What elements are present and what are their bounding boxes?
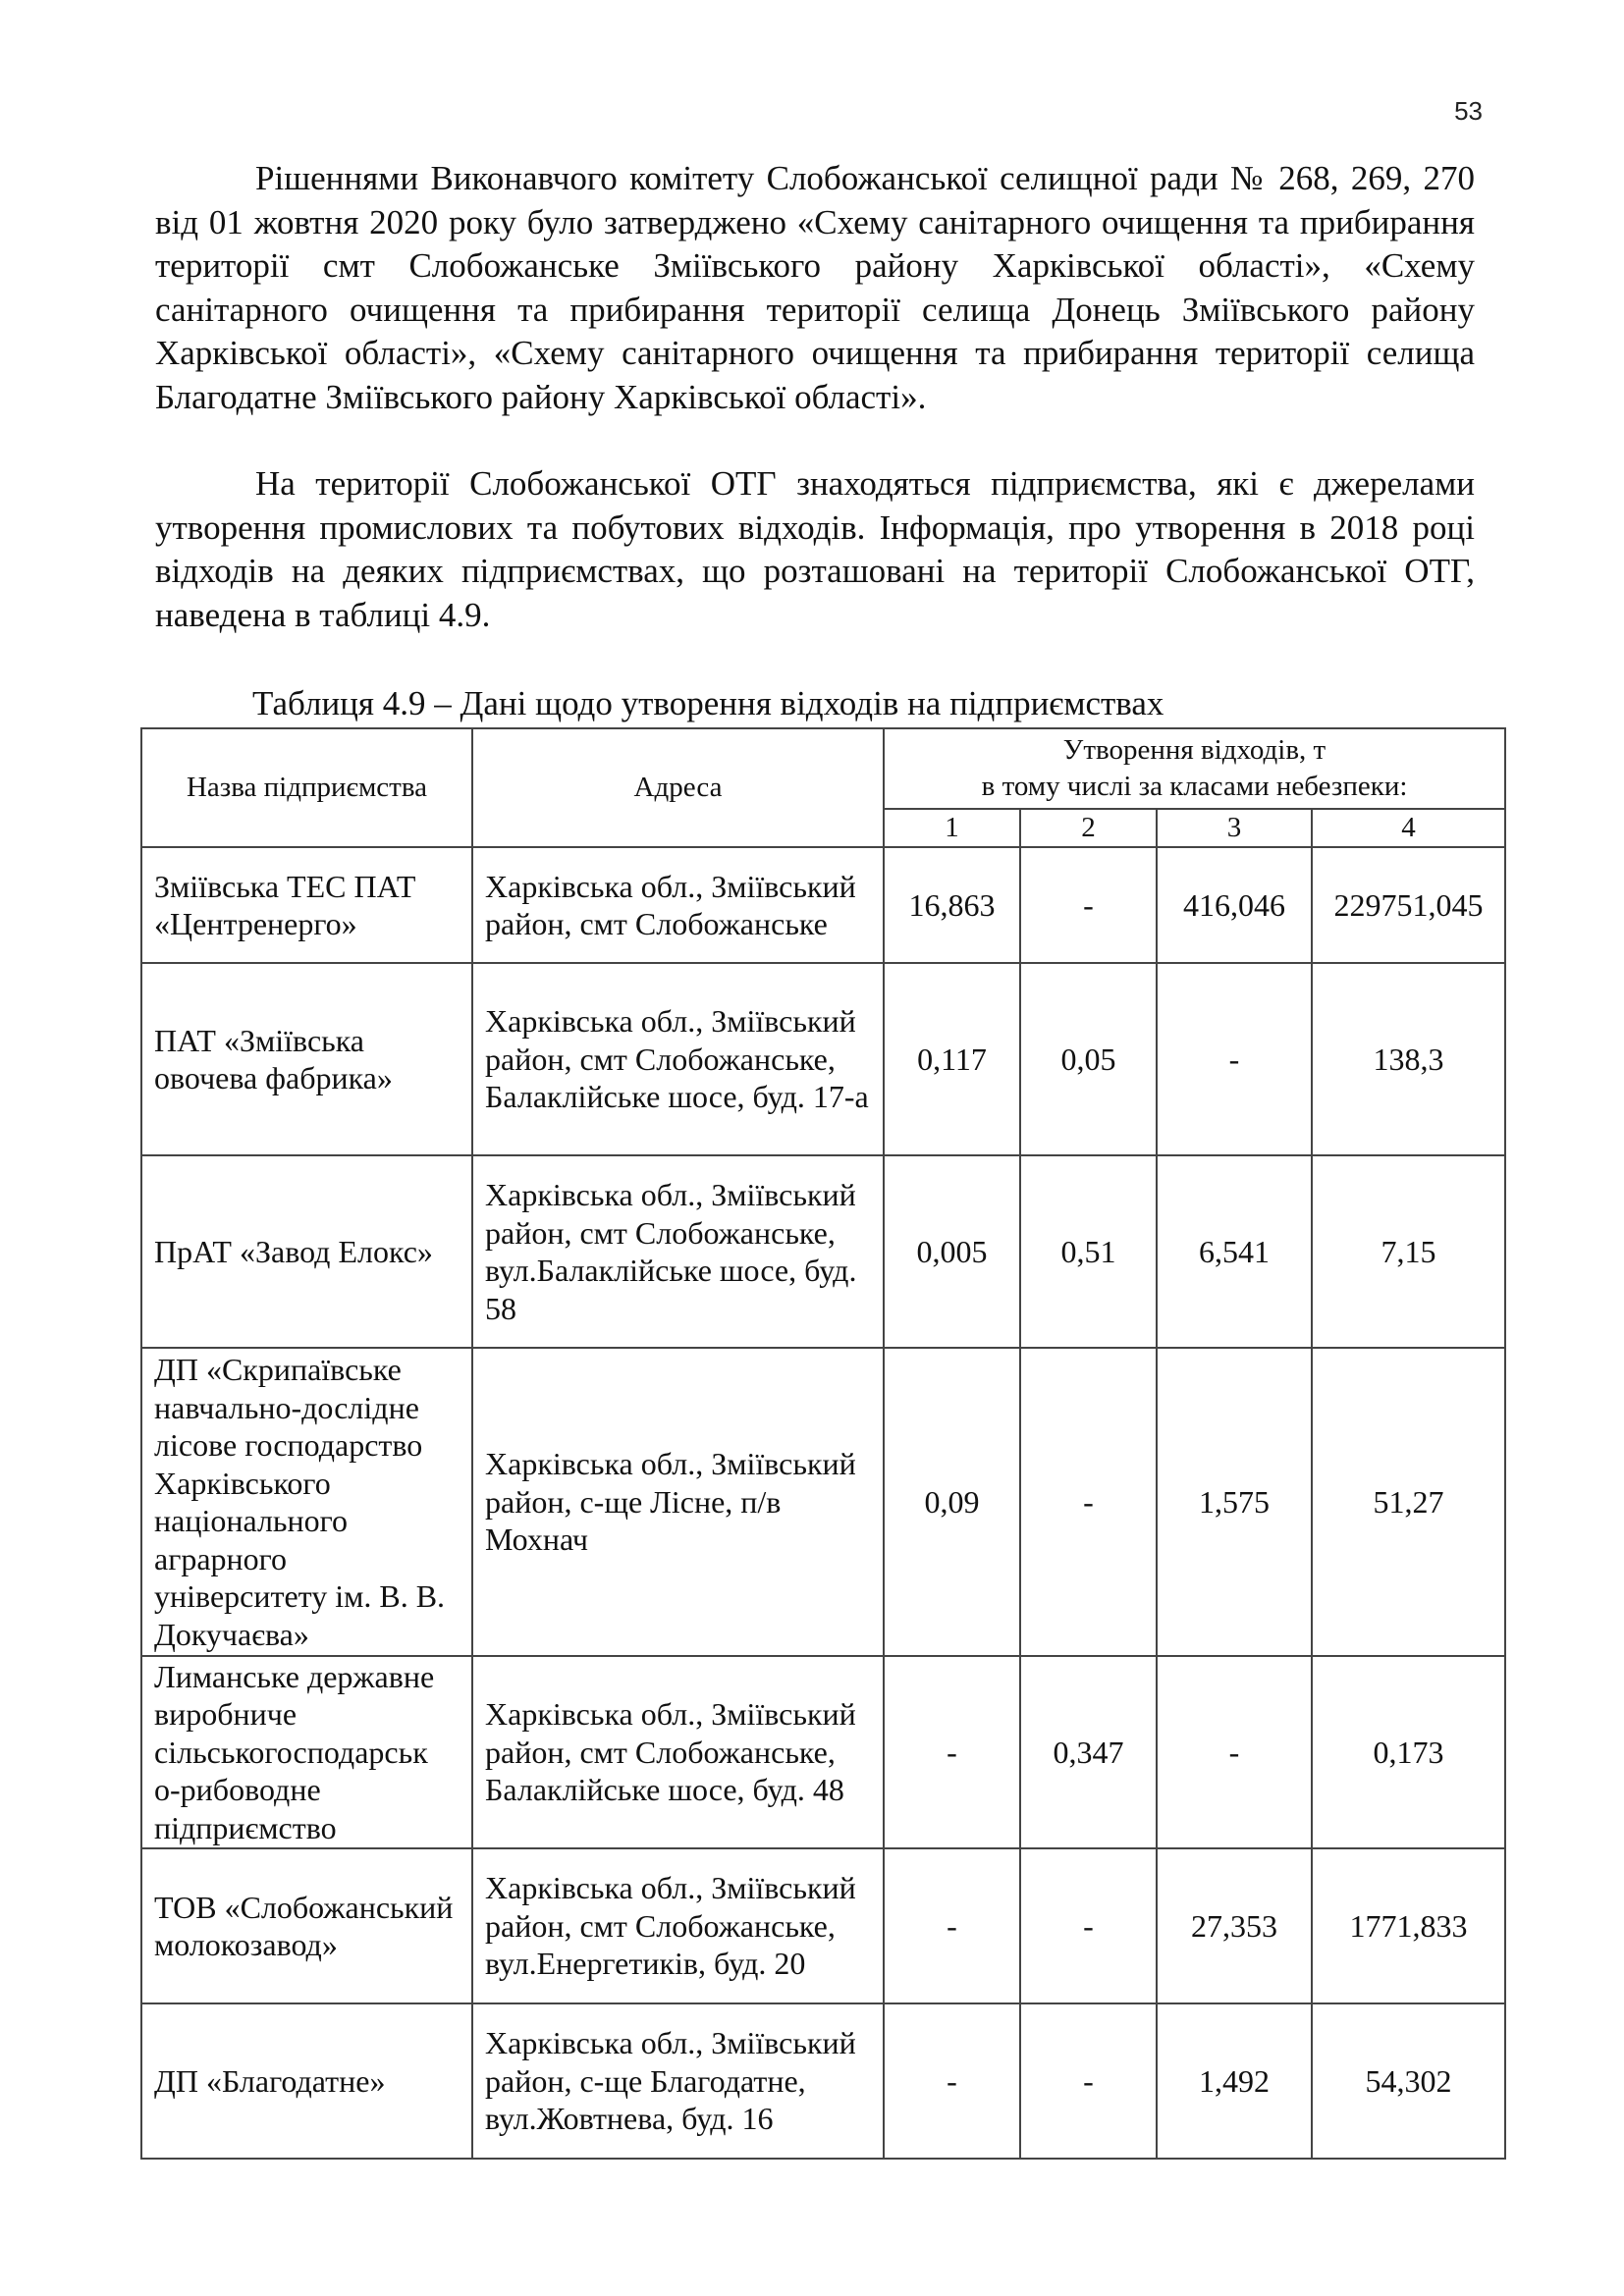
cell-name: ТОВ «Слобожанський молокозавод» bbox=[141, 1848, 472, 2003]
cell-class-4: 51,27 bbox=[1312, 1348, 1505, 1656]
cell-name: ДП «Благодатне» bbox=[141, 2003, 472, 2159]
cell-address: Харківська обл., Зміївський район, смт Слобожанське bbox=[472, 847, 884, 963]
cell-class-4: 138,3 bbox=[1312, 963, 1505, 1155]
header-waste-line2: в тому числі за класами небезпеки: bbox=[981, 771, 1408, 802]
cell-address: Харківська обл., Зміївський район, смт Слобожанське, вул.Балаклійське шосе, буд. 58 bbox=[472, 1155, 884, 1348]
cell-class-1: 0,005 bbox=[884, 1155, 1020, 1348]
paragraph-enterprises: На території Слобожанської ОТГ знаходяться підприємства, які є джерелами утворення промислових та побутових відходів. Інформація, про утворення в 2018 році відходів на деяких підприємствах, що розташовані на території Слобожанської ОТГ, наведена в таблиці 4.9. bbox=[155, 464, 1475, 634]
table-row bbox=[141, 1656, 1505, 1848]
cell-class-1: 16,863 bbox=[884, 847, 1020, 963]
table-row bbox=[141, 2003, 1505, 2159]
header-address: Адреса bbox=[472, 728, 884, 847]
header-waste bbox=[884, 728, 1505, 809]
paragraph-decisions: Рішеннями Виконавчого комітету Слобожанської селищної ради № 268, 269, 270 від 01 жовтня 2020 року було затверджено «Схему санітарного очищення та прибирання території смт Слобожанське Зміївського району Харківської області», «Схему санітарного очищення та прибирання території селища Донець Зміївського району Харківської області», «Схему санітарного очищення та прибирання території селища Благодатне Зміївського району Харківської області». bbox=[155, 159, 1475, 416]
cell-class-2: - bbox=[1020, 2003, 1157, 2159]
cell-class-2: - bbox=[1020, 847, 1157, 963]
cell-class-3: 1,492 bbox=[1157, 2003, 1312, 2159]
table-caption: Таблиця 4.9 – Дані щодо утворення відходів на підприємствах bbox=[252, 684, 1164, 722]
table-row bbox=[141, 963, 1505, 1155]
cell-class-3: - bbox=[1157, 963, 1312, 1155]
header-waste-line1: Утворення відходів, т bbox=[1062, 734, 1326, 766]
cell-class-3: - bbox=[1157, 1656, 1312, 1848]
cell-class-3: 1,575 bbox=[1157, 1348, 1312, 1656]
cell-class-2: 0,05 bbox=[1020, 963, 1157, 1155]
cell-name: ПрАТ «Завод Елокс» bbox=[141, 1155, 472, 1348]
cell-class-3: 6,541 bbox=[1157, 1155, 1312, 1348]
cell-class-4: 7,15 bbox=[1312, 1155, 1505, 1348]
cell-name: ДП «Скрипаївське навчально-дослідне лісове господарство Харківського національного аграрного університету ім. В. В. Докучаєва» bbox=[141, 1348, 472, 1656]
cell-class-2: 0,347 bbox=[1020, 1656, 1157, 1848]
cell-name: Зміївська ТЕС ПАТ «Центренерго» bbox=[141, 847, 472, 963]
cell-address: Харківська обл., Зміївський район, с-ще Лісне, п/в Мохнач bbox=[472, 1348, 884, 1656]
cell-address: Харківська обл., Зміївський район, смт Слобожанське, Балаклійське шосе, буд. 17-а bbox=[472, 963, 884, 1155]
cell-class-4: 229751,045 bbox=[1312, 847, 1505, 963]
table-row bbox=[141, 1155, 1505, 1348]
cell-class-2: - bbox=[1020, 1848, 1157, 2003]
cell-name: Лиманське державне виробниче сільськогосподарськ о-рибоводне підприємство bbox=[141, 1656, 472, 1848]
cell-class-2: 0,51 bbox=[1020, 1155, 1157, 1348]
header-name: Назва підприємства bbox=[141, 728, 472, 847]
header-class-4: 4 bbox=[1312, 809, 1505, 847]
cell-name: ПАТ «Зміївська овочева фабрика» bbox=[141, 963, 472, 1155]
cell-class-1: - bbox=[884, 1656, 1020, 1848]
waste-table bbox=[140, 727, 1506, 2160]
cell-class-4: 1771,833 bbox=[1312, 1848, 1505, 2003]
cell-class-2: - bbox=[1020, 1348, 1157, 1656]
cell-class-1: 0,117 bbox=[884, 963, 1020, 1155]
cell-class-1: - bbox=[884, 1848, 1020, 2003]
cell-address: Харківська обл., Зміївський район, с-ще Благодатне, вул.Жовтнева, буд. 16 bbox=[472, 2003, 884, 2159]
cell-class-4: 54,302 bbox=[1312, 2003, 1505, 2159]
cell-address: Харківська обл., Зміївський район, смт Слобожанське, Балаклійське шосе, буд. 48 bbox=[472, 1656, 884, 1848]
header-class-3: 3 bbox=[1157, 809, 1312, 847]
cell-class-1: 0,09 bbox=[884, 1348, 1020, 1656]
header-class-1: 1 bbox=[884, 809, 1020, 847]
cell-class-4: 0,173 bbox=[1312, 1656, 1505, 1848]
header-class-2: 2 bbox=[1020, 809, 1157, 847]
cell-address: Харківська обл., Зміївський район, смт Слобожанське, вул.Енергетиків, буд. 20 bbox=[472, 1848, 884, 2003]
cell-class-1: - bbox=[884, 2003, 1020, 2159]
page-number: 53 bbox=[1454, 96, 1483, 126]
cell-class-3: 416,046 bbox=[1157, 847, 1312, 963]
table-row bbox=[141, 847, 1505, 963]
table-row bbox=[141, 1348, 1505, 1656]
table-row bbox=[141, 1848, 1505, 2003]
cell-class-3: 27,353 bbox=[1157, 1848, 1312, 2003]
